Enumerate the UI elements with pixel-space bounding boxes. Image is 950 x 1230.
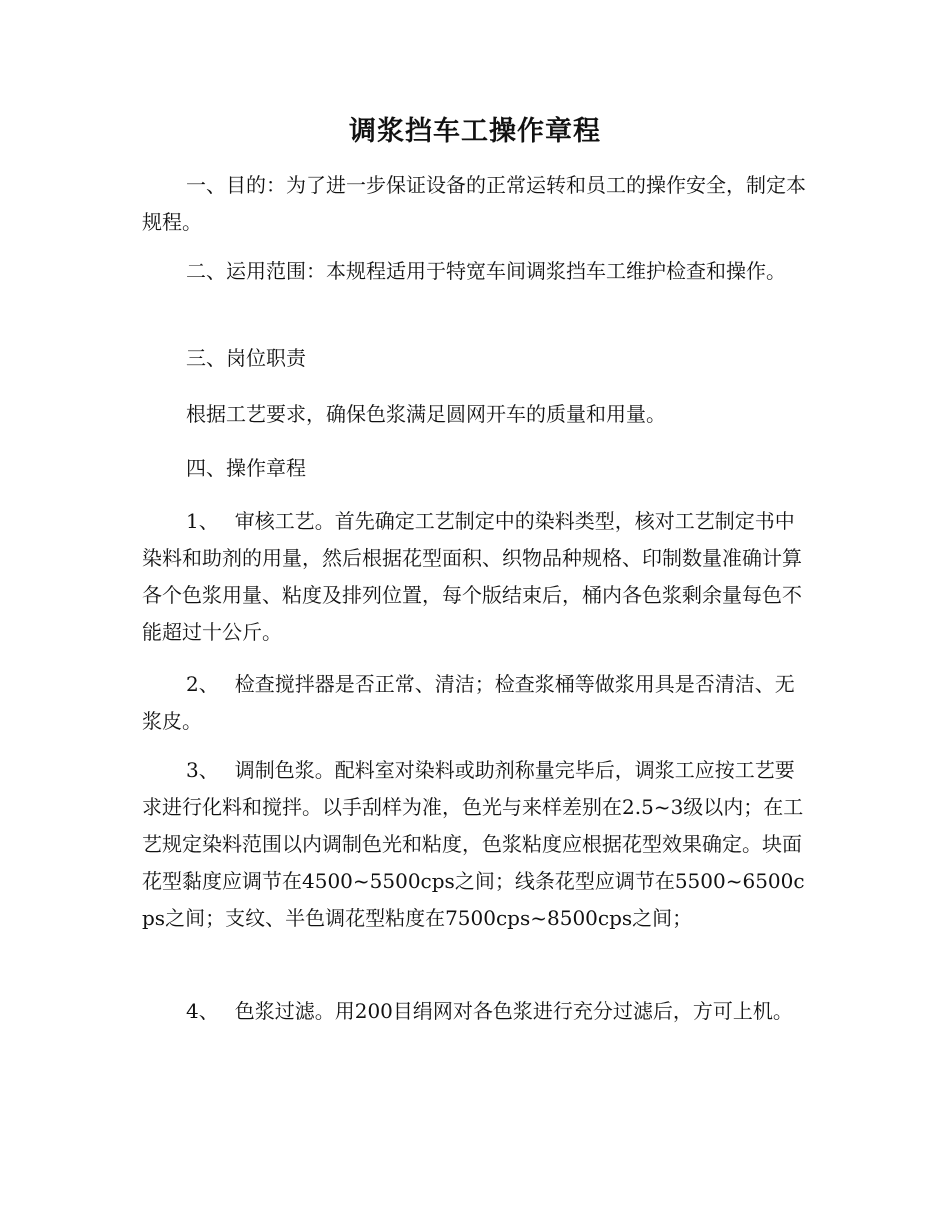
paragraph-procedure-heading [142,450,808,487]
paragraph-purpose [142,167,808,241]
paragraph-text: 三、岗位职责 [186,346,306,370]
paragraph-duties-heading [142,340,808,377]
paragraph-text: 色浆过滤。用200目绢网对各色浆进行充分过滤后，方可上机。 [234,999,793,1023]
paragraph-step-3 [142,752,808,937]
paragraph-step-1 [142,503,808,651]
paragraph-text: 调制色浆。配料室对染料或助剂称量完毕后，调浆工应按工艺要求进行化料和搅拌。以手刮样为准，色光与来样差别在2.5~3级以内；在工艺规定染料范围以内调制色光和粘度，色浆粘度应根据花型效果确定。块面花型黏度应调节在4500~5500cps之间；线条花型应调节在5500~6500cps之间；支纹、半色调花型粘度在7500cps~8500cps之间； [142,758,805,930]
paragraph-step-2 [142,666,808,740]
paragraph-text: 根据工艺要求，确保色浆满足圆网开车的质量和用量。 [186,402,666,426]
paragraph-text: 审核工艺。首先确定工艺制定中的染料类型，核对工艺制定书中染料和助剂的用量，然后根据花型面积、织物品种规格、印制数量准确计算各个色浆用量、粘度及排列位置，每个版结束后，桶内各色浆剩余量每色不能超过十公斤。 [142,509,802,644]
step-number: 1、 [186,509,219,533]
document-title: 调浆挡车工操作章程 [349,116,601,147]
paragraph-text: 二、运用范围：本规程适用于特宽车间调浆挡车工维护检查和操作。 [186,259,786,283]
step-number: 4、 [186,999,219,1023]
step-number: 2、 [186,672,219,696]
paragraph-text: 检查搅拌器是否正常、清洁；检查浆桶等做浆用具是否清洁、无浆皮。 [142,672,795,733]
paragraph-text: 一、目的：为了进一步保证设备的正常运转和员工的操作安全，制定本规程。 [142,173,806,234]
paragraph-duties [142,396,808,433]
paragraph-text: 四、操作章程 [186,456,306,480]
paragraph-scope [142,253,808,290]
paragraph-step-4 [142,993,808,1030]
step-number: 3、 [186,758,219,782]
